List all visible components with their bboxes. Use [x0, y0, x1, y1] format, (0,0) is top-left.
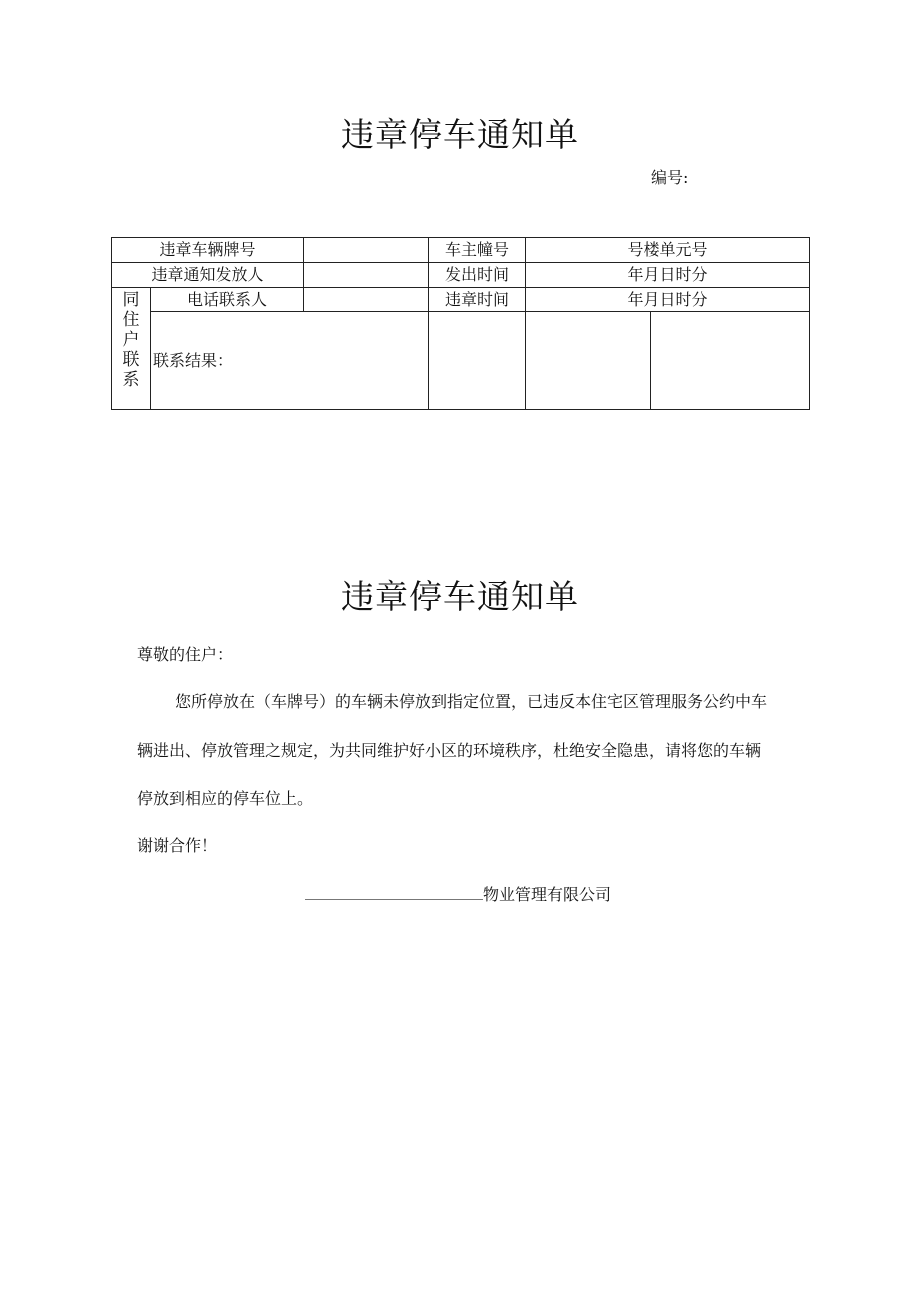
- signature-line: [305, 884, 611, 905]
- result-cell-a[interactable]: [429, 312, 526, 410]
- side-label-char: 住: [122, 310, 140, 330]
- sent-time-value[interactable]: 年月日时分: [526, 263, 810, 288]
- result-cell-b[interactable]: [526, 312, 651, 410]
- result-cell-c[interactable]: [651, 312, 810, 410]
- notice-title-bottom: 违章停车通知单: [341, 577, 579, 616]
- plate-value-cell[interactable]: [304, 238, 429, 263]
- greeting-text: 尊敬的住户：: [137, 645, 234, 664]
- owner-building-label: 车主幢号: [429, 238, 526, 263]
- owner-building-value[interactable]: 号楼单元号: [526, 238, 810, 263]
- violation-form-table: [111, 237, 810, 410]
- side-label-char: 户: [122, 330, 140, 350]
- issuer-label: 违章通知发放人: [112, 263, 304, 288]
- contact-result-label: 联系结果：: [151, 312, 429, 410]
- side-label-char: 系: [122, 370, 140, 390]
- notice-title-top: 违章停车通知单: [341, 115, 579, 154]
- phone-contact-label: 电话联系人: [151, 288, 304, 312]
- body-line-3: 停放到相应的停车位上。: [137, 789, 314, 808]
- signature-company-text: 物业管理有限公司: [483, 885, 612, 904]
- violation-time-value[interactable]: 年月日时分: [526, 288, 810, 312]
- form-row-issuer: [112, 263, 810, 288]
- thanks-text: 谢谢合作！: [137, 836, 218, 855]
- plate-label: 违章车辆牌号: [112, 238, 304, 263]
- issuer-value-cell[interactable]: [304, 263, 429, 288]
- side-label-char: 同: [122, 290, 140, 310]
- form-row-phone: [112, 288, 810, 312]
- form-row-plate: [112, 238, 810, 263]
- form-row-result: [112, 312, 810, 410]
- side-label-char: 联: [122, 350, 140, 370]
- violation-time-label: 违章时间: [429, 288, 526, 312]
- serial-number-label: 编号:: [651, 168, 689, 187]
- phone-contact-value-cell[interactable]: [304, 288, 429, 312]
- body-line-2: 辆进出、停放管理之规定，为共同维护好小区的环境秩序，杜绝安全隐患，请将您的车辆: [137, 741, 762, 760]
- contact-resident-side-label: [112, 288, 151, 410]
- company-name-blank[interactable]: [305, 884, 483, 900]
- sent-time-label: 发出时间: [429, 263, 526, 288]
- body-line-1: 您所停放在（车牌号）的车辆未停放到指定位置，已违反本住宅区管理服务公约中车: [175, 692, 768, 711]
